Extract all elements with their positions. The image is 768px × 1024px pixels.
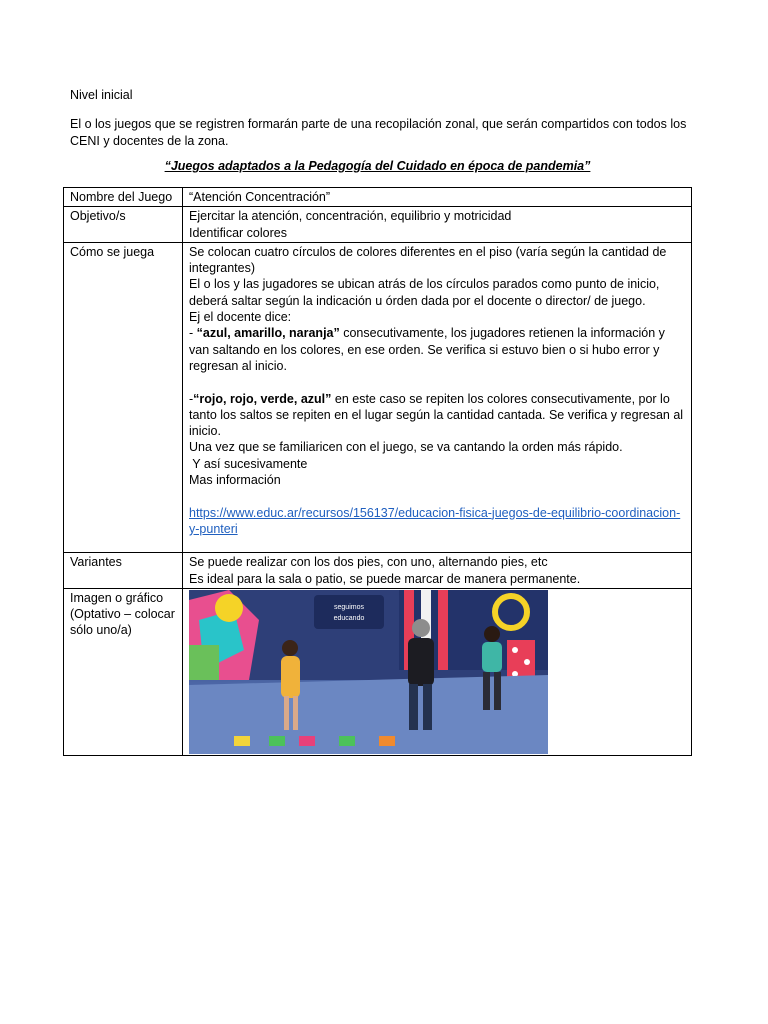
how-paragraph [189,325,685,374]
label-how-to-play: Cómo se juega [64,242,183,552]
value-objective [183,207,692,243]
spacer [189,488,685,504]
objective-line: Identificar colores [189,225,287,240]
document-title: “Juegos adaptados a la Pedagogía del Cuidado en época de pandemia” [164,159,591,173]
intro-paragraph: El o los juegos que se registren formarán parte de una recopilación zonal, que serán compartidos con todos los CENI y docentes de la zona. [70,117,687,148]
more-info-label: Mas información [189,473,281,488]
value-image [183,588,692,755]
game-photo [189,590,548,754]
example-quote: “azul, amarillo, naranja” [196,326,340,341]
resource-link[interactable]: https://www.educ.ar/recursos/156137/educacion-fisica-juegos-de-equilibrio-coordinacion-y-punteri [189,505,681,536]
level-label: Nivel inicial [70,88,133,102]
how-paragraph: El o los y las jugadores se ubican atrás de los círculos parados como punto de inicio, deberá saltar según la indicación u órden dada por el docente o director/ de juego. [189,277,660,308]
link-paragraph [189,505,685,552]
floor-square [379,736,395,746]
spacer [189,374,685,390]
table-row-objective [64,207,692,243]
table-row-variants [64,553,692,589]
photo-illustration [189,590,548,754]
value-game-name: “Atención Concentración” [183,188,692,207]
sign-text-2: educando [333,614,365,622]
example-text: en este caso se repiten los colores consecutivamente, por lo tanto los saltos se repiten en el lugar según la cantidad cantada. Se verifica y regresan al inicio. [189,391,684,439]
variant-line: Se puede realizar con los dos pies, con uno, alternando pies, etc [189,555,548,570]
floor-square [234,736,250,746]
sign-text-1: seguimos [334,603,364,611]
game-table [63,187,692,756]
table-row-how-to-play [64,242,692,552]
how-paragraph: Ej el docente dice: [189,310,292,325]
example-quote: “rojo, rojo, verde, azul” [193,391,332,406]
floor-square [269,736,285,746]
label-objective: Objetivo/s [64,207,183,243]
value-variants [183,553,692,589]
how-paragraph: Y así sucesivamente [189,456,308,471]
floor-square [299,736,315,746]
value-how-to-play [183,242,692,552]
variant-line: Es ideal para la sala o patio, se puede marcar de manera permanente. [189,571,581,586]
how-paragraph [189,391,685,440]
floor-square [339,736,355,746]
table-row-name [64,188,692,207]
example-text: consecutivamente, los jugadores retienen la información y van saltando en los colores, en ese orden. Se verifica si estuvo bien o si hubo error y regresan al inicio. [189,326,665,373]
how-paragraph: Se colocan cuatro círculos de colores diferentes en el piso (varía según la cantidad de integrantes) [189,244,667,276]
example-prefix: - [189,391,194,406]
example-prefix: - [189,326,197,341]
table-row-image [64,588,692,755]
label-image: Imagen o gráfico (Optativo – colocar sólo uno/a) [64,588,183,755]
label-game-name: Nombre del Juego [64,188,183,207]
how-paragraph: Una vez que se familiaricen con el juego, se va cantando la orden más rápido. [189,440,623,455]
label-variants: Variantes [64,553,183,589]
objective-line: Ejercitar la atención, concentración, equilibrio y motricidad [189,209,512,224]
